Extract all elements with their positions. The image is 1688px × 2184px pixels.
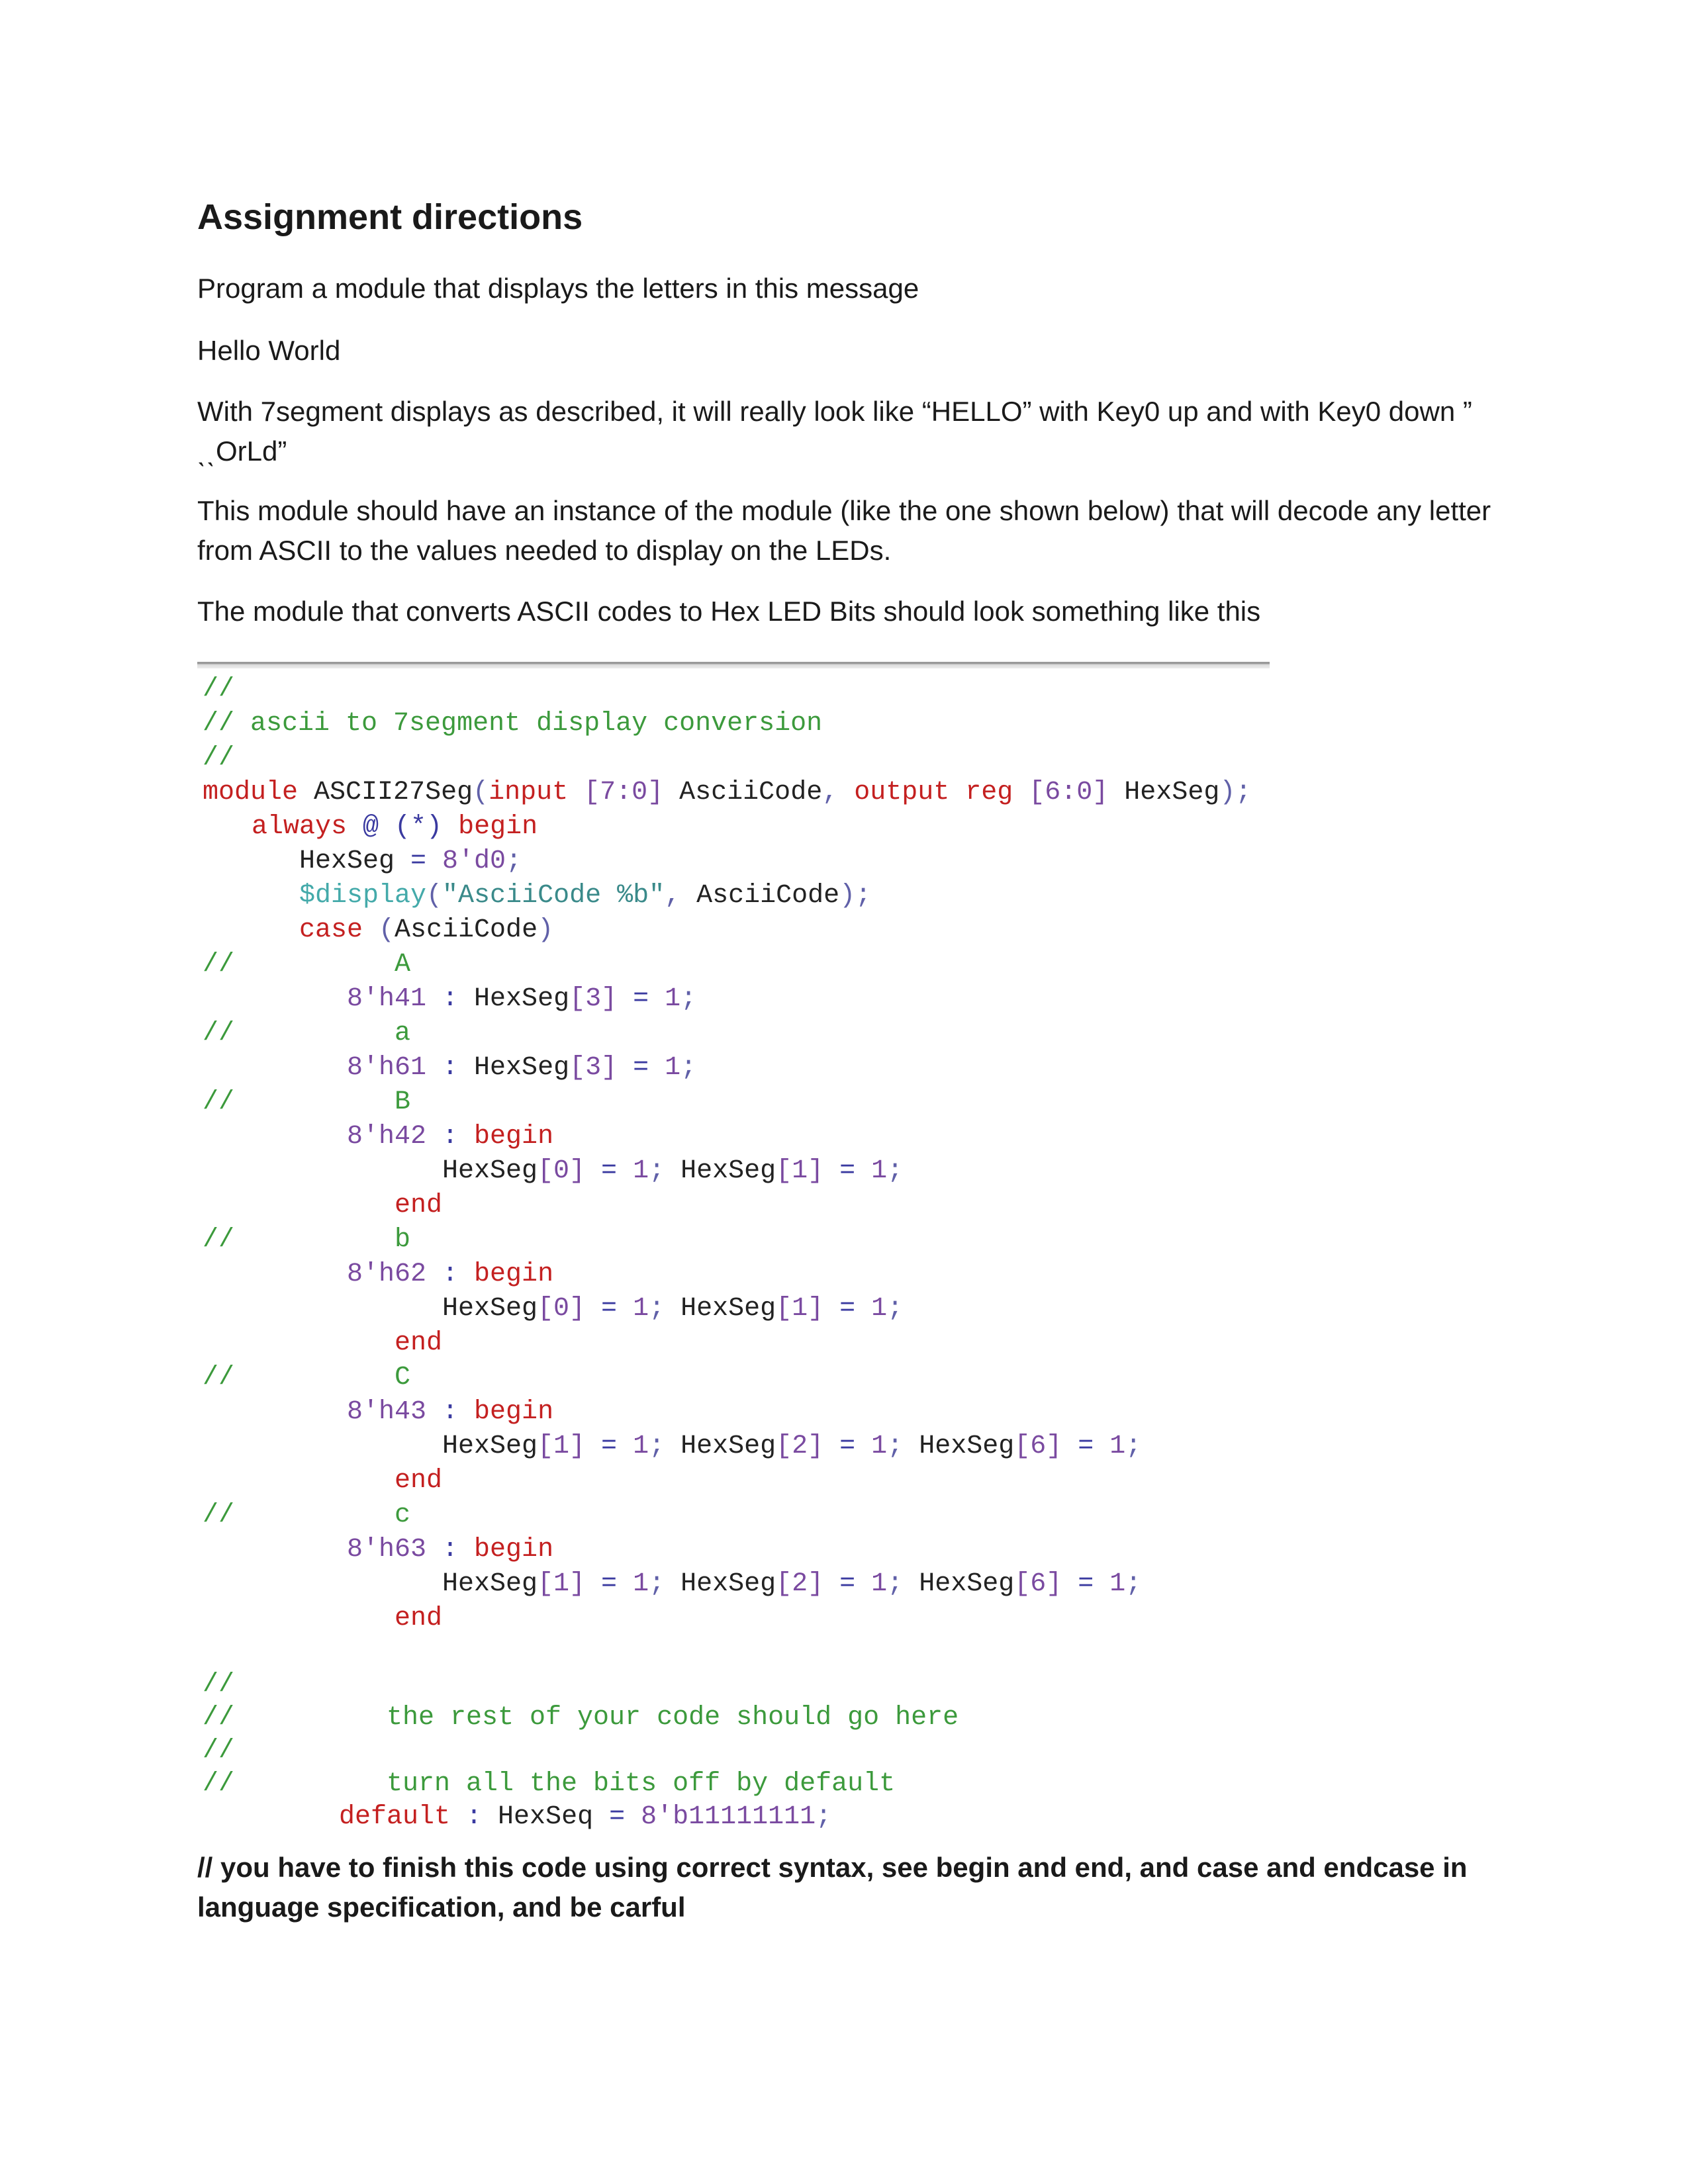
code-line-case-item — [347, 1051, 696, 1085]
keyword: always — [252, 812, 348, 842]
operator: = — [593, 1802, 641, 1832]
number: 8'd0 — [442, 846, 506, 876]
punctuation: ( — [473, 778, 489, 807]
code-line-comment: // — [203, 1769, 235, 1799]
code-line-end: end — [395, 1466, 443, 1496]
punctuation: ; — [1125, 1569, 1142, 1599]
number: 8'h63 — [347, 1535, 427, 1565]
closing-instruction: // you have to finish this code using correct syntax, see begin and end, and case and endcase in language specification, and be carful — [197, 1852, 1468, 1923]
code-line-end: end — [395, 1328, 443, 1358]
code-line-case-item — [347, 1120, 553, 1154]
code-letter-label: b — [395, 1225, 411, 1255]
punctuation: ( — [426, 881, 443, 911]
page-title: Assignment directions — [197, 197, 583, 237]
index: [3] — [569, 1053, 618, 1083]
code-line-case — [299, 913, 553, 948]
keyword: input — [489, 778, 569, 807]
keyword: case — [299, 915, 363, 945]
number: 8'h43 — [347, 1397, 427, 1427]
index: [0] — [538, 1294, 586, 1324]
number: 1 — [665, 1053, 681, 1083]
code-line-init — [299, 844, 522, 879]
operator: : — [426, 1535, 475, 1565]
display-note-line1: With 7segment displays as described, it will really look like “HELLO” with Key0 up and with Key0 down ” — [197, 396, 1472, 427]
punctuation: ; — [649, 1156, 681, 1186]
code-line-case-item — [347, 1257, 553, 1292]
index: [1] — [776, 1156, 824, 1186]
number: 8'h41 — [347, 984, 427, 1014]
index: [2] — [776, 1432, 824, 1461]
punctuation: ; — [649, 1432, 681, 1461]
code-line-assign — [442, 1430, 1141, 1464]
code-line-assign — [442, 1567, 1141, 1602]
operator: @ (*) — [347, 812, 443, 842]
code-line: // — [203, 743, 235, 773]
paragraph-converter: The module that converts ASCII codes to Hex LED Bits should look something like this — [197, 596, 1261, 627]
range: [6:0] — [1013, 778, 1109, 807]
code-letter-label: a — [395, 1019, 411, 1048]
operator: = — [823, 1294, 872, 1324]
code-line: // — [203, 674, 235, 704]
code-letter-label: C — [395, 1363, 411, 1392]
operator: = — [1062, 1569, 1110, 1599]
operator: : — [426, 1397, 475, 1427]
punctuation: ); — [1219, 778, 1252, 807]
number: 8'h42 — [347, 1122, 427, 1152]
identifier: HexSeg — [442, 1294, 538, 1324]
identifier: HexSeg — [1108, 778, 1220, 807]
number: 1 — [871, 1432, 888, 1461]
number: 1 — [1109, 1432, 1126, 1461]
punctuation: ; — [506, 846, 522, 876]
identifier: HexSeg — [442, 1156, 538, 1186]
operator: = — [823, 1569, 872, 1599]
code-line-comment: // — [203, 1087, 235, 1117]
code-line-assign — [442, 1154, 903, 1189]
identifier: HexSeg — [474, 984, 570, 1014]
system-task: $display — [299, 881, 427, 911]
punctuation: ; — [649, 1569, 681, 1599]
operator: = — [585, 1294, 633, 1324]
range: [7:0] — [568, 778, 664, 807]
punctuation: ; — [887, 1432, 919, 1461]
identifier: HexSeg — [680, 1432, 776, 1461]
code-line: // ascii to 7segment display conversion — [203, 709, 823, 739]
number: 1 — [871, 1294, 888, 1324]
keyword: default — [339, 1802, 451, 1832]
keyword: begin — [474, 1397, 554, 1427]
operator: = — [585, 1156, 633, 1186]
code-line-comment: // — [203, 1363, 235, 1392]
code-line-case-item — [347, 1533, 553, 1567]
identifier: AsciiCode — [663, 778, 823, 807]
code-line-comment: // — [203, 1736, 235, 1766]
punctuation: ; — [887, 1569, 919, 1599]
code-line-comment: // — [203, 1703, 235, 1733]
number: 1 — [1109, 1569, 1126, 1599]
code-line-display — [299, 879, 871, 913]
index: [6] — [1014, 1432, 1062, 1461]
code-line-comment: // — [203, 1670, 235, 1700]
paragraph-intro: Program a module that displays the letters in this message — [197, 273, 919, 304]
identifier: HexSeg — [299, 846, 395, 876]
identifier: HexSeg — [442, 1432, 538, 1461]
code-line-comment: // — [203, 950, 235, 979]
punctuation: ; — [680, 984, 697, 1014]
code-line-module-declaration — [203, 776, 1251, 810]
index: [6] — [1014, 1569, 1062, 1599]
operator: = — [585, 1569, 633, 1599]
index: [2] — [776, 1569, 824, 1599]
code-line-always — [252, 810, 538, 844]
punctuation: , — [665, 881, 697, 911]
keyword: module — [203, 778, 299, 807]
identifier: HexSeg — [919, 1432, 1015, 1461]
paragraph-display-note — [197, 392, 1495, 471]
code-comment-default-off: turn all the bits off by default — [387, 1769, 896, 1799]
punctuation: ; — [816, 1802, 832, 1832]
keyword: output reg — [854, 778, 1013, 807]
operator: = — [1062, 1432, 1110, 1461]
operator: = — [617, 984, 665, 1014]
keyword: begin — [474, 1259, 554, 1289]
index: [1] — [538, 1569, 586, 1599]
number: 1 — [633, 1294, 649, 1324]
code-line-comment: // — [203, 1500, 235, 1530]
identifier: AsciiCode — [395, 915, 538, 945]
identifier: HexSeg — [474, 1053, 570, 1083]
keyword: begin — [474, 1535, 554, 1565]
code-screenshot-top-border — [197, 662, 1270, 668]
code-letter-label: c — [395, 1500, 411, 1530]
identifier: AsciiCode — [696, 881, 840, 911]
code-line-comment: // — [203, 1019, 235, 1048]
punctuation: ( — [363, 915, 395, 945]
index: [1] — [776, 1294, 824, 1324]
code-line-case-item — [347, 1395, 553, 1430]
punctuation: ) — [538, 915, 554, 945]
keyword: begin — [474, 1122, 554, 1152]
operator: = — [395, 846, 443, 876]
operator: : — [426, 1053, 475, 1083]
operator: : — [426, 1122, 475, 1152]
number: 1 — [633, 1156, 649, 1186]
paragraph-message: Hello World — [197, 335, 341, 366]
identifier: HexSeg — [680, 1569, 776, 1599]
operator: = — [585, 1432, 633, 1461]
punctuation: ; — [887, 1294, 904, 1324]
code-comment-rest-of-code: the rest of your code should go here — [387, 1703, 959, 1733]
punctuation: ; — [1125, 1432, 1142, 1461]
code-letter-label: B — [395, 1087, 411, 1117]
operator: : — [450, 1802, 498, 1832]
operator: : — [426, 1259, 475, 1289]
code-line-case-item — [347, 982, 696, 1017]
keyword: begin — [442, 812, 538, 842]
number: 1 — [665, 984, 681, 1014]
code-line-end: end — [395, 1191, 443, 1220]
code-line-default — [339, 1800, 831, 1835]
number: 1 — [871, 1569, 888, 1599]
punctuation: ; — [680, 1053, 697, 1083]
number: 8'b11111111 — [641, 1802, 816, 1832]
index: [0] — [538, 1156, 586, 1186]
string: "AsciiCode %b" — [442, 881, 665, 911]
number: 8'h61 — [347, 1053, 427, 1083]
code-line-end: end — [395, 1604, 443, 1633]
punctuation: ; — [887, 1156, 904, 1186]
display-note-line2: ˎˎOrLd” — [197, 435, 287, 467]
number: 1 — [633, 1569, 649, 1599]
number: 1 — [633, 1432, 649, 1461]
operator: : — [426, 984, 475, 1014]
identifier: ASCII27Seg — [298, 778, 473, 807]
index: [1] — [538, 1432, 586, 1461]
identifier: HexSeg — [680, 1156, 776, 1186]
code-line-assign — [442, 1292, 903, 1326]
identifier: HexSeg — [442, 1569, 538, 1599]
operator: = — [823, 1432, 872, 1461]
paragraph-instance: This module should have an instance of the module (like the one shown below) that will decode any letter from ASCII to the values needed to display on the LEDs. — [197, 495, 1491, 566]
identifier: HexSeq — [498, 1802, 594, 1832]
punctuation: , — [822, 778, 855, 807]
code-line-comment: // — [203, 1225, 235, 1255]
punctuation: ); — [839, 881, 872, 911]
operator: = — [617, 1053, 665, 1083]
index: [3] — [569, 984, 618, 1014]
number: 1 — [871, 1156, 888, 1186]
code-letter-label: A — [395, 950, 411, 979]
punctuation: ; — [649, 1294, 681, 1324]
operator: = — [823, 1156, 872, 1186]
number: 8'h62 — [347, 1259, 427, 1289]
identifier: HexSeg — [680, 1294, 776, 1324]
identifier: HexSeg — [919, 1569, 1015, 1599]
